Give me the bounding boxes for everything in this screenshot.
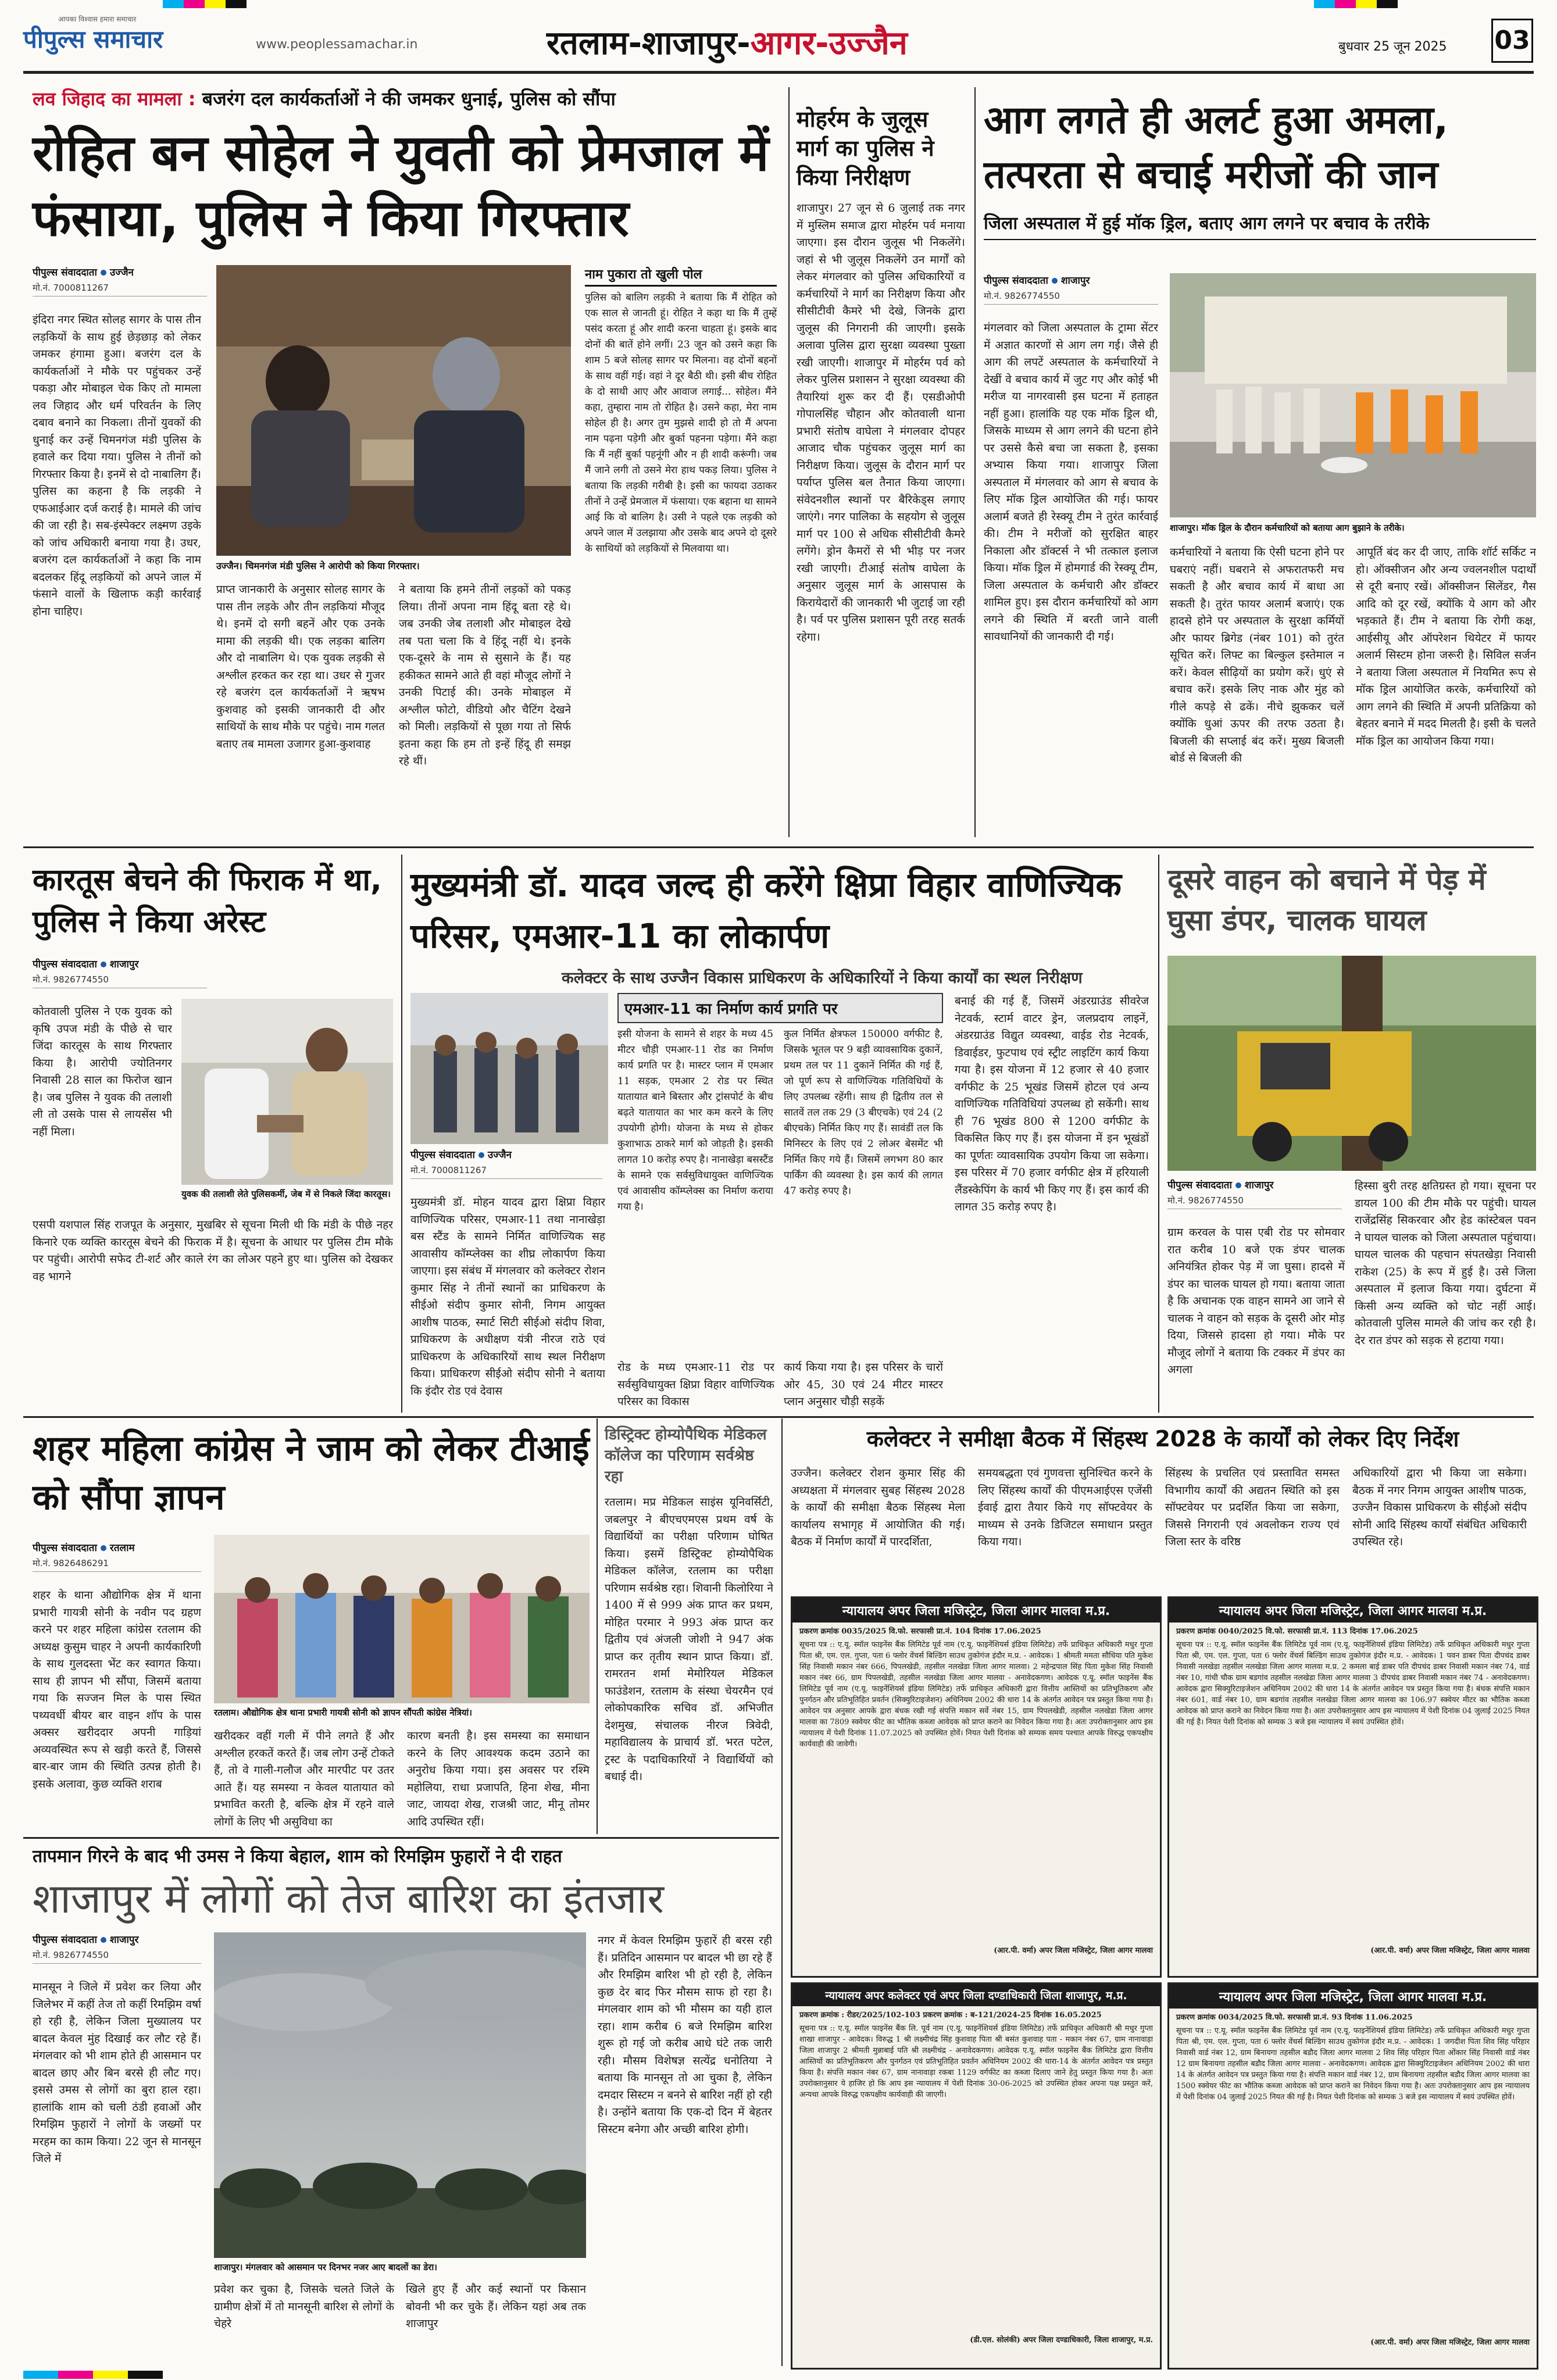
story-fire-drill	[984, 93, 1536, 837]
column-divider	[401, 855, 402, 1413]
news-photo-mock-drill	[1170, 273, 1536, 517]
bottom-registration-strip	[0, 2371, 1557, 2380]
byline-city: शाजापुर	[109, 959, 139, 970]
headline: मोहर्रम के जुलूस मार्ग का पुलिस ने किया निरीक्षण	[797, 106, 934, 190]
legal-notice	[791, 1982, 1162, 2370]
article-column: नगर में केवल रिमझिम फुहारें ही बरस रही हैं। प्रतिदिन आसमान पर बादल भी छा रहे हैं और रिमझिम बारिश भी हो रही है, लेकिन कुछ देर बाद फिर मौसम साफ हो रहा है। मंगलवार शाम को भी मौसम का यही हाल रहा। शाम करीब 6 बजे रिमझिम बारिश शुरू हो गई जो करीब आधे घंटे तक जारी रही। मौसम विशेषज्ञ सत्येंद्र धनोतिया ने बताया कि मानसून तो आ चुका है, लेकिन दमदार सिस्टम न बनने से बारिश नहीं हो रही है। उन्होंने बताया कि एक-दो दिन में बेहतर सिस्टम बनेगा और अच्छी बारिश होगी।	[598, 1934, 772, 2136]
headline: शहर महिला कांग्रेस ने जाम को लेकर टीआई को सौंपा ज्ञापन	[33, 1428, 590, 1518]
article-column: खरीदकर वहीं गली में पीने लगते हैं और अश्लील हरकतें करते हैं। जब लोग उन्हें टोकते हैं, तो वे गाली-गलौज और मारपीट पर उतर आते हैं। यह समस्या न केवल यातायात को प्रभावित करती है, बल्कि क्षेत्र में रहने वाले लोगों के लिए भी असुविधा का	[214, 1729, 394, 1828]
masthead-website[interactable]: www.peoplessamachar.in	[256, 37, 418, 52]
byline-name: पीपुल्स संवाददाता	[33, 959, 97, 970]
info-box-text-2: कुल निर्मित क्षेत्रफल 150000 वर्गफीट है, जिसके भूतल पर 9 बड़ी व्यावसायिक दुकानें, प्रथम तल पर 11 दुकानें निर्मित की गई हैं, जो पूर्ण रूप से वाणिज्यिक गतिविधियों के लिए उपलब्ध रहेंगी। साथ ही द्वितीय तल से सातवें तल तक 29 (3 बीएचके) एवं 24 (2 बीएचके) निर्मित किए गए हैं। सावंडीं तल कि मिनिस्टर के लिए एवं 2 लोअर बेसमेंट भी निर्मित किए गये हैं। जिसमें लगभग 80 कार पार्किंग की व्यवस्था है। इस कार्य की लागत 47 करोड़ रुपए है।	[784, 1028, 943, 1197]
sidebar-text: पुलिस को बालिग लड़की ने बताया कि मैं रोहित को एक साल से जानती हूं। रोहित ने कहा था कि मैं तुम्हें पसंद करता हूं और शादी करना चाहता हूं। इसके बाद दोनों की बातें होने लगीं। 23 जून को उसने कहा कि शाम 5 बजे सोलह सागर पर मिलना। वह दोनों बहनों के साथ वहीं गई। वहां ने दूर बैठी थी। इसी बीच रोहित के दो साथी आए और आवाज लगाई... सोहेल। मैंने कहा, तुम्हारा नाम तो रोहित है। उसने कहा, मेरा नाम सोहेल ही है। अगर तुम मुझसे शादी हो तो मैं अपना नाम पढ़ना पड़ेगी और बुर्का पहनना पड़ेगा। मैंने कहा कि मैं नहीं बुर्का पहनूंगी और न ही शादी करूंगी। जब मैं जाने लगी तो उसने मेरा हाथ पकड़ लिया। पुलिस ने बताया कि लड़की गरीबी है। इसी का फायदा उठाकर तीनों ने उन्हें प्रेमजाल में फंसाया। एक बहाना था सामने आई कि वो बालिग है। उसी ने पहले एक लड़की को अपने जाल में उलझाया और उसके बाद अपने दो दूसरे के साथियों को लड़कियों से मिलवाया था।	[585, 292, 777, 555]
photo-accused-illustration	[216, 265, 571, 556]
byline-dot-icon	[478, 1152, 484, 1158]
registration-mark-black	[1377, 0, 1398, 8]
article-text: रतलाम। मप्र मेडिकल साइंस यूनिवर्सिटी, जबलपुर ने बीएचएमएस प्रथम वर्ष के विद्यार्थियों का परीक्षा परिणाम घोषित किया। इसमें डिस्ट्रिक्ट होम्योपैथिक मेडिकल कॉलेज, रतलाम का परीक्षा परिणाम सर्वश्रेष्ठ रहा। शिवानी किलोरिया ने 1400 में से 999 अंक प्राप्त कर प्रथम, मोहित परमार ने 993 अंक प्राप्त कर द्वितीय एवं अंजली जोशी ने 947 अंक प्राप्त कर तृतीय स्थान प्राप्त किया। डॉ. रामरतन शर्मा मेमोरियल मेडिकल फाउंडेशन, रतलाम के संस्था चेयरमैन एवं लोकोपकारिक सचिव डॉ. अभिजीत देशमुख, संचालक नीरज त्रिवेदी, महाविद्यालय के प्राचार्य डॉ. भरत पटेल, ट्रस्ट के पदाधिकारियों ने विद्यार्थियों को बधाई दी।	[605, 1496, 773, 1783]
photo-memorandum-illustration	[214, 1535, 590, 1703]
info-box	[617, 993, 943, 1353]
photo-inspection-illustration	[410, 993, 608, 1144]
article-column: शहर के थाना औद्योगिक क्षेत्र में थाना प्रभारी गायत्री सोनी के नवीन पद ग्रहण करने पर शहर महिला कांग्रेस रतलाम की अध्यक्ष कुसुम चाहर ने अपनी कार्यकारिणी के साथ गुलदस्ता भेंट कर स्वागत किया। साथ ही ज्ञापन भी सौंपा, जिसमें बताया गया कि सज्जन मिल के पास स्थित पथ्यवर्धी बीयर बार वाइन शॉप के पास अक्सर खरीददार अपनी गाड़ियां अव्यवस्थित रूप से खड़ी करते हैं, जिससे बार-बार जाम की स्थिति उत्पन्न होती है। इसके अलावा, कुछ व्यक्ति शराब	[33, 1589, 201, 1791]
byline	[33, 1541, 201, 1554]
photo-search-illustration	[181, 999, 393, 1185]
byline	[410, 1148, 602, 1161]
article-text: शाजापुर। 27 जून से 6 जुलाई तक नगर में मुस्लिम समाज द्वारा मोहर्रम पर्व मनाया जाएगा। इस दौरान जुलूस भी निकलेंगे। जहां से भी जुलूस निकलेंगे उन मार्गों को लेकर मंगलवार को पुलिस अधिकारियों व कर्मचारियों ने मार्ग का निरीक्षण किया और सीसीटीवी कैमरे भी देखे, जिनके द्वारा जुलूस की निगरानी की जाएगी। इसके अलावा पुलिस द्वारा सुरक्षा व्यवस्था पुख्ता रखी जाएगी। शाजापुर में मोहर्रम पर्व को लेकर पुलिस प्रशासन ने सुरक्षा व्यवस्था की तैयारियां शुरू कर दी हैं। एसडीओपी गोपालसिंह चौहान और कोतवाली थाना प्रभारी संतोष वाघेला ने मंगलवार दोपहर आजाद चौक पहुंचकर जुलूस मार्ग का निरीक्षण किया। जुलूस के दौरान मार्ग पर पर्याप्त पुलिस बल तैनात किया जाएगा। संवेदनशील स्थानों पर बैरिकेड्स लगाए जाएंगे। नगर पालिका के सहयोग से जुलूस मार्ग पर 100 से अधिक सीसीटीवी कैमरे लगेंगे। ड्रोन कैमरों से भी भीड़ पर नजर रखी जाएगी। टीआई संतोष वाघेला के अनुसार जुलूस मार्ग के आसपास के किरायेदारों की जानकारी भी जुटाई जा रही है। पर्व पर पुलिस प्रशासन पूरी तरह सतर्क रहेगा।	[797, 202, 965, 644]
notice-sign: (आर.पी. वर्मा) अपर जिला मजिस्ट्रेट, जिला आगर मालवा	[994, 1946, 1153, 1955]
article-column: रोड के मध्य एमआर-11 रोड पर सर्वसुविधायुक्त क्षिप्रा विहार वाणिज्यिक परिसर का विकास	[617, 1361, 774, 1408]
article-column: कारण बनती है। इस समस्या का समाधान करने के लिए आवश्यक कदम उठाने का अनुरोध किया गया। इस अवसर पर रश्मि महोलिया, राधा प्रजापति, हिना शेख, मीना जाट, जायदा शेख, राजश्री जाट, मीनू तोमर आदि उपस्थित रहीं।	[407, 1729, 590, 1828]
photo-mock-drill-illustration	[1170, 273, 1536, 517]
headline: कलेक्टर ने समीक्षा बैठक में सिंहस्थ 2028 के कार्यों को लेकर दिए निर्देश	[866, 1426, 1459, 1452]
byline	[33, 957, 207, 970]
story-moharram	[797, 105, 965, 837]
story-kicker-rest: बजरंग दल कार्यकर्ताओं ने की जमकर धुनाई, पुलिस को सौंपा	[195, 88, 616, 110]
article-column: बनाई की गई हैं, जिसमें अंडरग्राउंड सीवरेज नेटवर्क, स्टार्म वाटर ड्रेन, जलप्रदाय लाइनें, अंडरग्राउंड विद्युत व्यवस्था, वाईड रोड नेटवर्क, डिवाईडर, फुटपाथ एवं स्ट्रीट लाइटिंग कार्य किया गया है। इस योजना में 12 हजार से 40 हजार वर्गफीट के 25 भूखंड जिसमें होटल एवं अन्य वाणिज्यिक गतिविधियां उपलब्ध हो सकेंगी। साथ ही 76 भूखंड 800 से 1200 वर्गफीट के विकसित किए गए हैं। इस योजना में इन भूखंडों का पूर्णतः व्यावसायिक उपयोग किया जा सकेगा। इस परिसर में 70 हजार वर्गफीट क्षेत्र में हरियाली लैंडस्केपिंग के कार्य भी किए गए हैं। इस कार्य की लागत 35 करोड़ रुपए है।	[955, 995, 1149, 1213]
subhead: कलेक्टर के साथ उज्जैन विकास प्राधिकरण के अधिकारियों ने किया कार्यों का स्थल निरीक्षण	[562, 969, 1083, 987]
story-kicker: तापमान गिरने के बाद भी उमस ने किया बेहाल, शाम को रिमझिम फुहारों ने दी राहत	[33, 1846, 562, 1867]
notice-sign: (डी.एल. सोलंकी) अपर जिला दण्डाधिकारी, जिला शाजापुर, म.प्र.	[970, 2336, 1153, 2345]
byline-city: उज्जैन	[109, 267, 134, 278]
sidebar-title: नाम पुकारा तो खुली पोल	[585, 265, 777, 287]
byline-name: पीपुल्स संवाददाता	[410, 1149, 475, 1161]
registration-mark-cyan	[23, 2371, 58, 2379]
registration-mark-magenta	[184, 0, 205, 8]
notice-sign: (आर.पी. वर्मा) अपर जिला मजिस्ट्रेट, जिला आगर मालवा	[1370, 2338, 1530, 2347]
byline-dot-icon	[101, 270, 106, 276]
mobile-number: मो.नं. 7000811267	[33, 282, 207, 296]
masthead	[23, 14, 1535, 78]
news-photo-accused	[216, 265, 571, 556]
masthead-cities-red: आगर-उज्जैन	[750, 24, 908, 62]
legal-notice	[1167, 1982, 1538, 2370]
story-dumper-accident	[1167, 859, 1536, 1411]
byline-city: शाजापुर	[109, 1934, 139, 1946]
section-rule	[23, 846, 1534, 848]
article-column: प्रवेश कर चुका है, जिसके चलते जिले के ग्रामीण क्षेत्रों में तो मानसूनी बारिश से लोगों के चेहरे	[214, 2283, 394, 2330]
photo-caption: उज्जैन। चिमनगंज मंडी पुलिस ने आरोपी को किया गिरफ्तार।	[216, 560, 420, 571]
story-rain-wait	[33, 1845, 774, 2368]
byline-city: शाजापुर	[1060, 275, 1090, 287]
article-column: ने बताया कि हमने तीनों लड़कों को पकड़ लिया। तीनों अपना नाम हिंदू बता रहे थे। जब उनकी जेब तलाशी और मोबाइल देखे तब पता चला कि वे हिंदू नहीं थे। इनके एक-दूसरे के नाम से सुसाने के हैं। यह हकीकत सामने आते ही वहां मौजूद लोगों ने उनकी पिटाई की। उनके मोबाइल में अश्लील फोटो, वीडियो और चैटिंग देखने को मिली। लड़कियों से पूछा गया तो सिर्फ इतना कहा कि हम तो इन्हें हिंदू ही समझ रहे थीं।	[399, 583, 571, 767]
story-women-congress	[33, 1424, 591, 1831]
registration-mark-black	[128, 2371, 163, 2379]
masthead-rule	[23, 71, 1534, 74]
notice-case: प्रकरण क्रमांक : रीडर/2025/102-103 प्रकरण क्रमांक : ब-121/2024-25 दिनांक 16.05.2025	[799, 2011, 1102, 2020]
story-cartridge	[33, 859, 393, 1411]
story-kicker-red: लव जिहाद का मामला :	[33, 88, 196, 110]
masthead-cities	[547, 20, 908, 64]
byline-name: पीपुल्स संवाददाता	[1167, 1180, 1232, 1191]
headline: कारतूस बेचने की फिराक में था, पुलिस ने किया अरेस्ट	[33, 863, 382, 939]
legal-notice	[1167, 1596, 1538, 1978]
mobile-number: मो.नं. 9826774550	[1167, 1195, 1342, 1209]
byline-dot-icon	[101, 1545, 106, 1551]
masthead-cities-black: रतलाम-शाजापुर-	[547, 24, 751, 62]
byline-city: शाजापुर	[1244, 1180, 1274, 1191]
page-number: 03	[1491, 19, 1533, 63]
notice-header: न्यायालय अपर कलेक्टर एवं अपर जिला दण्डाधिकारी जिला शाजापुर, म.प्र.	[792, 1984, 1160, 2006]
article-column: सिंहस्थ के प्रचलित एवं प्रस्तावित समस्त विभागीय कार्यों की अद्यतन स्थिति को इस सॉफ्टवेयर पर प्रदर्शित किया जा सकेगा, जिससे निगरानी एवं अवलोकन राज्य एवं जिला स्तर के वरिष्ठ	[1165, 1467, 1340, 1548]
column-divider	[781, 1418, 783, 2366]
notice-text: सूचना पत्र :: ए.यू. स्मॉल फाइनेंस बैंक लिमिटेड पूर्व नाम (ए.यू. फाइनेंशियर्स इंडिया लिमिटेड) तर्फे प्राधिकृत अधिकारी मधुर गुप्ता पिता श्री, एम. एल. गुप्ता, पता 6 फ्लोर वेंचर्स बिल्डिंग साउथ तुकोगंज इंदौर म.प्र. - आवेदक। 1 श्रीमती ममता सौधिया पति मुकेश सिंह निवासी मकान नंबर 666, पिपलखेडी, तहसील नलखेडा जिला आगर मालवा। 2 महेन्द्रपाल सिंह पिता मुकेश सिंह निवासी मकान नंबर 66, ग्राम पिपलखेडी, तहसील नलखेडा जिला आगर मालवा - अनावेदकगण। आवेदक ए.यू. स्मॉल फाइनेंस बैंक लिमिटेड पूर्व नाम (ए.यू. फाइनेंशियर्स इंडिया लिमिटेड) तर्फे प्राधिकृत अधिकारी द्वारा वित्तीय आस्तियों का प्रतिभूतिकरण और पुनर्गठन और प्रतिभूतिहित प्रवर्तन (सिक्युरिटाइजेशन) अधिनियम 2002 की धारा 14 के अंतर्गत आवेदन पत्र प्रस्तुत किया गया है। आवेदन पत्र अनुसार आपके द्वारा बंधक रखी गई संपत्ति मकान सर्वे नंबर 15, ग्राम पिपलखेडी, तहसील नलखेडा जिला आगर मालवा का 7809 स्क्वेयर फीट का भौतिक कब्जा आवेदक को प्राप्त कराने का निवेदन किया गया है। अतः उपरोक्तानुसार आप इस न्यायालय में पेशी दिनांक 11.07.2025 को उपस्थित होवें। नियत पेशी दिनांक को सम्यक समय पश्चात आपके विरुद्ध एकपक्षीय कार्यवाही की जावेगी।	[799, 1641, 1153, 1749]
article-column: ग्राम करवल के पास एबी रोड पर सोमवार रात करीब 10 बजे एक डंपर चालक अनियंत्रित होकर पेड़ में जा घुसा। हादसे में डंपर का चालक घायल हो गया। बताया जाता है कि अचानक एक वाहन सामने आ जाने से चालक ने वाहन को सड़क के दूसरी ओर मोड़ दिया, जिससे हादसा हो गया। मौके पर मौजूद लोगों ने बताया कि टक्कर में डंपर का अगला	[1167, 1226, 1345, 1376]
article-column: खिले हुए हैं और कई स्थानों पर किसान बोवनी भी कर चुके हैं। लेकिन यहां अब तक शाजापुर	[406, 2283, 586, 2330]
story-cm-inauguration	[410, 859, 1149, 1411]
registration-mark-yellow	[93, 2371, 128, 2379]
byline-name: पीपुल्स संवाददाता	[33, 1542, 97, 1554]
article-column: मंगलवार को जिला अस्पताल के ट्रामा सेंटर में अज्ञात कारणों से आग लग गई। जैसे ही आग की लपटें अस्पताल के कर्मचारियों ने देखीं वे बचाव कार्य में जुट गए और कोई भी मरीज या नागरवासी इस घटना में हताहत नहीं हुआ। हालांकि यह एक मॉक ड्रिल थी, जिसके माध्यम से आग लगने की घटना होने पर उससे कैसे बचा जा सकता है, इसका अभ्यास किया गया। शाजापुर जिला अस्पताल में मंगलवार को आग से बचाव के लिए मॉक ड्रिल आयोजित की गई। फायर अलार्म बजते ही रेस्क्यू टीम ने तुरंत कार्रवाई की। टीम ने मरीजों को सुरक्षित बाहर निकाला और डॉक्टर्स ने भी तत्काल इलाज किया। मॉक ड्रिल में होमगार्ड की रेस्क्यू टीम, जिला अस्पताल के कर्मचारी और डॉक्टर शामिल हुए। इस दौरान कर्मचारियों को आग लगने की स्थिति में बरती जाने वाली सावधानियों की जानकारी दी गई।	[984, 321, 1158, 643]
byline-dot-icon	[1235, 1182, 1241, 1188]
registration-mark-black	[226, 0, 247, 8]
news-photo-dumper	[1167, 956, 1536, 1171]
photo-caption: शाजापुर। मॉक ड्रिल के दौरान कर्मचारियों को बताया आग बुझाने के तरीके।	[1170, 523, 1405, 533]
story-homeopathic-college	[605, 1424, 773, 1831]
registration-mark-yellow	[1356, 0, 1377, 8]
registration-mark-magenta	[58, 2371, 93, 2379]
headline: दूसरे वाहन को बचाने में पेड़ में घुसा डंपर, चालक घायल	[1167, 863, 1486, 937]
mobile-number: मो.नं. 7000811267	[410, 1164, 602, 1179]
byline-dot-icon	[1052, 278, 1058, 284]
byline	[33, 1932, 201, 1946]
article-column: कोतवाली पुलिस ने एक युवक को कृषि उपज मंडी के पीछे से चार जिंदा कारतूस के साथ गिरफ्तार किया है। आरोपी ज्योतिनगर निवासी 28 साल का फिरोज खान है। जब पुलिस ने युवक की तलाशी ली तो उसके पास से लायसेंस भी नहीं मिला।	[33, 1005, 172, 1138]
article-column: हिस्सा बुरी तरह क्षतिग्रस्त हो गया। सूचना पर डायल 100 की टीम मौके पर पहुंची। घायल राजेंद्रसिंह सिकरवार और हेड कांस्टेबल पवन ने घायल चालक को जिला अस्पताल पहुंचाया। घायल चालक की पहचान संपतखेड़ा निवासी राकेश (25) के रूप में हुई है। उसे जिला अस्पताल में इलाज किया गया। दुर्घटना में किसी अन्य व्यक्ति को चोट नहीं आई। कोतवाली पुलिस मामले की जांच कर रही है। देर रात डंपर को सड़क से हटाया गया।	[1355, 1180, 1536, 1347]
photo-clouds-illustration	[214, 1932, 586, 2258]
headline: शाजापुर में लोगों को तेज बारिश का इंतजार	[33, 1875, 664, 1922]
headline: रोहित बन सोहेल ने युवती को प्रेमजाल में फंसाया, पुलिस ने किया गिरफ्तार	[33, 124, 769, 248]
legal-notice	[791, 1596, 1162, 1978]
registration-mark-magenta	[1335, 0, 1356, 8]
article-column: कार्य किया गया है। इस परिसर के चारों ओर 45, 30 एवं 24 मीटर मास्टर प्लान अनुसार चौड़ी सड़कें	[784, 1361, 943, 1408]
article-column: मानसून ने जिले में प्रवेश कर लिया और जिलेभर में कहीं तेज तो कहीं रिमझिम वर्षा हो रही है, लेकिन जिला मुख्यालय पर बादल केवल मुंह दिखाई कर लौट रहे हैं। मंगलवार को भी शाम होते ही आसमान पर बादल छाए और बिन बरसे ही लौट गए। इससे उमस से लोगों का बुरा हाल रहा। हालांकि शाम को चली ठंडी हवाओं और रिमझिम फुहारों ने लोगों के जख्मों पर मरहम का काम किया। 22 जून से मानसून जिले में	[33, 1981, 201, 2165]
column-divider	[974, 87, 976, 837]
article-column: कर्मचारियों ने बताया कि ऐसी घटना होने पर घबराएं नहीं। घबराने से अफरातफरी मच सकती है और बचाव कार्य में बाधा आ सकती है। तुरंत फायर अलार्म बजाएं। एक हादसे होने पर अस्पताल के सुरक्षा कर्मियों और फायर ब्रिगेड (नंबर 101) को तुरंत सूचित करें। लिफ्ट का बिल्कुल इस्तेमाल न करें। केवल सीढ़ियों का प्रयोग करें। धुएं से बचाव करें। इसके लिए नाक और मुंह को गीले कपड़े से ढकें। नीचे झुककर चलें क्योंकि धुआं ऊपर की तरफ उठता है। बिजली की सप्लाई बंद करें। मुख्य बिजली बोर्ड से बिजली की	[1170, 546, 1344, 764]
news-photo-clouds	[214, 1932, 586, 2258]
headline: आग लगते ही अलर्ट हुआ अमला, तत्परता से बचाई मरीजों की जान	[984, 98, 1448, 197]
news-photo-inspection	[410, 993, 608, 1144]
byline-dot-icon	[101, 1937, 106, 1943]
byline-dot-icon	[101, 962, 106, 967]
registration-mark-yellow	[205, 0, 226, 8]
byline-name: पीपुल्स संवाददाता	[33, 1934, 97, 1946]
story-kicker	[33, 87, 777, 110]
mobile-number: मो.नं. 9826774550	[33, 1949, 201, 1964]
article-column: समयबद्धता एवं गुणवत्ता सुनिश्चित करने के लिए सिंहस्थ कार्यों की पीएमआईएस एजेंसी ईवाई द्वारा तैयार किये गए सॉफ्टवेयर के माध्यम से उनके डिजिटल समाधान प्रस्तुत किया गया।	[978, 1467, 1152, 1548]
byline	[984, 273, 1158, 287]
masthead-logo-tag: आपका विश्वास हमारा समाचार	[58, 15, 137, 23]
info-box-text: इसी योजना के सामने से शहर के मध्य 45 मीटर चौड़ी एमआर-11 रोड का निर्माण कार्य प्रगति पर है। मास्टर प्लान में एमआर 11 सड़क, एमआर 2 रोड पर स्थित यातायात बाने बिस्तार और ट्रांसपोर्ट के बीच बढ़ते यातायात का भार कम करने के लिए उपयोगी होगी। योजना के मध्य से होकर कुशाभाऊ ठाकरे मार्ग को जोड़ती है। इसकी लागत 10 करोड़ रुपए है। नानाखेड़ा बसस्टैंड के सामने एक सर्वसुविधायुक्त वाणिज्यिक एवं आवासीय कॉम्प्लेक्स का निर्माण कराया गया है।	[617, 1028, 773, 1213]
notice-header: न्यायालय अपर जिला मजिस्ट्रेट, जिला आगर मालवा म.प्र.	[1169, 1598, 1537, 1623]
byline-city: उज्जैन	[487, 1149, 512, 1161]
byline	[33, 265, 207, 278]
registration-mark-cyan	[1314, 0, 1335, 8]
sidebar-box	[585, 265, 777, 832]
headline: मुख्यमंत्री डॉ. यादव जल्द ही करेंगे क्षिप्रा विहार वाणिज्यिक परिसर, एमआर-11 का लोकार्पण	[410, 865, 1122, 956]
notice-case: प्रकरण क्रमांक 0034/2025 वि.फो. सरफासी प्रा.नं. 93 दिनांक 11.06.2025	[1176, 2013, 1413, 2022]
article-column: आपूर्ति बंद कर दी जाए, ताकि शॉर्ट सर्किट न हो। ऑक्सीजन और अन्य ज्वलनशील पदार्थों से दूरी बनाए रखें। ऑक्सीजन सिलेंडर, गैस आदि को दूर रखें, क्योंकि ये आग को और भड़काते हैं। टीम ने बताया कि रोगी कक्ष, आईसीयू और ऑपरेशन थियेटर में फायर अलार्म सिस्टम होना जरूरी है। सिविल सर्जन ने बताया जिला अस्पताल में नियमित रूप से मॉक ड्रिल आयोजित करके, कर्मचारियों को आग लगने की स्थिति में अपनी प्रतिक्रिया को बेहतर बनाने में मदद मिलती है। इसी के चलते मॉक ड्रिल का आयोजन किया गया।	[1356, 546, 1536, 748]
notice-sign: (आर.पी. वर्मा) अपर जिला मजिस्ट्रेट, जिला आगर मालवा	[1370, 1946, 1530, 1955]
story-love-jihad	[33, 87, 777, 837]
news-photo-search	[181, 999, 393, 1185]
byline	[1167, 1178, 1342, 1191]
story-simhastha-review	[791, 1424, 1535, 1593]
photo-caption: युवक की तलाशी लेते पुलिसकर्मी, जेब में से निकले जिंदा कारतूस।	[181, 1189, 391, 1199]
photo-caption: शाजापुर। मंगलवार को आसमान पर दिनभर नजर आए बादलों का डेरा।	[214, 2262, 437, 2272]
article-column: उज्जैन। कलेक्टर रोशन कुमार सिंह की अध्यक्षता में मंगलवार सुबह सिंहस्थ 2028 के कार्यों की समीक्षा बैठक सिंहस्थ मेला कार्यालय सभागृह में आयोजित की गई। बैठक में निर्माण कार्यों में पारदर्शिता,	[791, 1467, 965, 1548]
column-divider	[788, 87, 790, 837]
info-box-title: एमआर-11 का निर्माण कार्य प्रगति पर	[617, 993, 943, 1023]
section-rule	[23, 1837, 779, 1839]
mobile-number: मो.नं. 9826486291	[33, 1557, 201, 1572]
photo-dumper-illustration	[1167, 956, 1536, 1171]
masthead-date: बुधवार 25 जून 2025	[1338, 40, 1447, 54]
news-photo-memorandum	[214, 1535, 590, 1703]
article-column: एसपी यशपाल सिंह राजपूत के अनुसार, मुखबिर से सूचना मिली थी कि मंडी के पीछे नहर किनारे एक व्यक्ति कारतूस बेचने की फिराक में है। सूचना के आधार पर पुलिस टीम मौके पर पहुंची। आरोपी सफेद टी-शर्ट और काले रंग का लोअर पहने हुए था। पुलिस को देखकर वह भागने	[33, 1218, 393, 1283]
byline-city: रतलाम	[109, 1542, 135, 1554]
byline-name: पीपुल्स संवाददाता	[33, 267, 97, 278]
article-column: अधिकारियों द्वारा भी किया जा सकेगा। बैठक में नगर निगम आयुक्त आशीष पाठक, उज्जैन विकास प्राधिकरण के सीईओ संदीप सोनी आदि सिंहस्थ कार्यों संबंधित अधिकारी उपस्थित रहे।	[1352, 1467, 1527, 1548]
article-column: प्राप्त जानकारी के अनुसार सोलह सागर के पास तीन लड़के और तीन लड़कियां मौजूद थे। इनमें दो सगी बहनें और एक उनके मामा की लड़की थी। एक लड़का बालिग और दो नाबालिग थे। एक युवक लड़की से अश्लील हरकत कर रहा था। उधर से गुजर रहे बजरंग दल कार्यकर्ताओं ने ऋषभ कुशवाह को इसकी जानकारी दी और साथियों के साथ मौके पर पहुंचे। नाम गलत बताए तब मामला उजागर हुआ-कुशवाह	[216, 583, 385, 751]
notice-header: न्यायालय अपर जिला मजिस्ट्रेट, जिला आगर मालवा म.प्र.	[792, 1598, 1160, 1623]
notice-case: प्रकरण क्रमांक 0035/2025 वि.फो. सरफासी प्रा.नं. 104 दिनांक 17.06.2025	[799, 1627, 1041, 1636]
mobile-number: मो.नं. 9826774550	[984, 290, 1158, 305]
notice-header: न्यायालय अपर जिला मजिस्ट्रेट, जिला आगर मालवा म.प्र.	[1169, 1984, 1537, 2009]
section-rule	[23, 1416, 1534, 1418]
column-divider	[1158, 855, 1159, 1413]
subhead: जिला अस्पताल में हुई मॉक ड्रिल, बताए आग लगने पर बचाव के तरीके	[984, 210, 1536, 240]
byline-name: पीपुल्स संवाददाता	[984, 275, 1048, 287]
notice-case: प्रकरण क्रमांक 0040/2025 वि.फो. सरफासी प्रा.नं. 113 दिनांक 17.06.2025	[1176, 1627, 1418, 1636]
notice-text: सूचना पत्र :: ए.यू. स्मॉल फाइनेंस बैंक लि. पूर्व नाम (ए.यू. फाइनेंशियर्स इंडिया लिमिटेड) तर्फे प्राधिकृत अधिकारी श्री मधुर गुप्ता शाखा शाजापुर - आवेदक। विरुद्ध 1 श्री लक्ष्मीचंद्र सिंह कुशवाह पिता श्री बसंत कुशवाह पता - मकान नंबर 67, ग्राम नानावाड़ा जिला शाजापुर 2 श्रीमती मुन्नाबाई पति श्री लक्ष्मीचंद्र - अनावेदकगण। आवेदक ए.यू. स्मॉल फाइनेंस बैंक लिमिटेड द्वारा वित्तीय आस्तियों का प्रतिभूतिकरण और पुनर्गठन एवं प्रतिभूतिहित प्रवर्तन अधिनियम 2002 की धारा-14 के अंतर्गत आवेदन पत्र प्रस्तुत किया है। संपत्ति मकान नंबर 67, ग्राम नानावाड़ा रकबा 1129 वर्गफीट का कब्जा दिलाए जाने हेतु प्रस्तुत किया गया है। अतः उपरोक्तानुसार ये हाजिर हो कि आप इस न्यायालय में पेशी दिनांक 30-06-2025 को उपस्थित होकर अपना पक्ष प्रस्तुत करें, अन्यथा आपके विरुद्ध एकपक्षीय कार्यवाही की जाएगी।	[799, 2024, 1153, 2099]
notice-text: सूचना पत्र :: ए.यू. स्मॉल फाइनेंस बैंक लिमिटेड पूर्व नाम (ए.यू. फाइनेंशियर्स इंडिया लिमिटेड) तर्फे प्राधिकृत अधिकारी मधुर गुप्ता पिता श्री, एम. एल. गुप्ता, पता 6 फ्लोर वेंचर्स बिल्डिंग साउथ तुकोगंज इंदौर म.प्र. - आवेदक। 1 पवन डाबर पिता दीपचंद डाबर निवासी नलखेडा तहसील नलखेडा जिला आगर मालवा म.प्र. 2 कमला बाई डाबर पति दीपचंद डाबर निवासी मकान नंबर 74, वार्ड नंबर 10, गांधी चौक ग्राम बडगांव तहसील नलखेडा जिला आगर मालवा 3 दीपचंद डाबर निवासी मकान नंबर 74 - अनावेदकगण। आवेदक द्वारा सिक्युरिटाइजेशन अधिनियम 2002 की धारा 14 के अंतर्गत आवेदन पत्र प्रस्तुत किया गया है। बंधक संपत्ति मकान नंबर 601, वार्ड नंबर 10, ग्राम बडगांव तहसील नलखेडा जिला आगर मालवा का 106.97 स्क्वेयर मीटर का भौतिक कब्जा आवेदक को प्राप्त कराने का निवेदन किया गया है। अतः उपरोक्तानुसार आप इस न्यायालय में पेशी दिनांक 04 जुलाई 2025 नियत की गई है। नियत पेशी दिनांक को सम्यक 3 बजे इस न्यायालय में स्वयं उपस्थित होवें।	[1176, 1641, 1530, 1727]
notice-text: सूचना पत्र :: ए.यू. स्मॉल फाइनेंस बैंक लिमिटेड पूर्व नाम (ए.यू. फाइनेंशियर्स इंडिया लिमिटेड) तर्फे प्राधिकृत अधिकारी मधुर गुप्ता पिता श्री, एम. एल. गुप्ता, पता 6 फ्लोर वेंचर्स बिल्डिंग साउथ तुकोगंज इंदौर म.प्र. - आवेदक। 1 जगदीश पिता शिव सिंह परिहार निवासी वार्ड नंबर 12, ग्राम बिनायगा तहसील बडौद जिला आगर मालवा 2 शिव सिंह परिहार पिता ओंकार सिंह निवासी वार्ड नंबर 12 ग्राम बिनायगा तहसील बडौद जिला आगर मालवा - अनावेदकगण। आवेदक द्वारा सिक्युरिटाइजेशन अधिनियम 2002 की धारा 14 के अंतर्गत आवेदन पत्र प्रस्तुत किया गया है। संपत्ति मकान वार्ड नंबर 12, ग्राम बिनायगा तहसील बडौद जिला आगर मालवा का 1500 स्क्वेयर फीट का भौतिक कब्जा आवेदक को प्राप्त कराने का निवेदन किया गया है। अतः उपरोक्तानुसार आप इस न्यायालय में पेशी दिनांक 04 जुलाई 2025 नियत की गई है। नियत पेशी दिनांक को सम्यक 3 बजे इस न्यायालय में स्वयं उपस्थित होवें।	[1176, 2027, 1530, 2102]
article-column: इंदिरा नगर स्थित सोलह सागर के पास तीन लड़कियों के साथ हुई छेड़छाड़ को लेकर जमकर हंगामा हुआ। बजरंग दल के कार्यकर्ताओं ने मौके पर पहुंचकर उन्हें पकड़ा और मोबाइल चेक किए तो मामला लव जिहाद और धर्म परिवर्तन के लिए दबाव बनाने का निकला। तीनों युवकों की धुनाई कर उन्हें चिमनगंज मंडी पुलिस के हवाले कर दिया गया। पुलिस ने तीनों को गिरफ्तार किया है। इनमें से दो नाबालिग हैं। पुलिस का कहना है कि लड़की ने एफआईआर दर्ज कराई है। मामले की जांच की जा रही है। सब-इंस्पेक्टर लक्ष्मण उइके को जांच अधिकारी बनाया गया है। उधर, बजरंग दल कार्यकर्ताओं ने कहा कि नाम बदलकर हिंदू लड़कियों को अपने जाल में फंसाने वालों के खिलाफ कड़ी कार्रवाई होना चाहिए।	[33, 313, 201, 618]
masthead-logo: पीपुल्स समाचार	[23, 25, 163, 53]
registration-mark-cyan	[163, 0, 184, 8]
article-column: मुख्यमंत्री डॉ. मोहन यादव द्वारा क्षिप्रा विहार वाणिज्यिक परिसर, एमआर-11 तथा नानाखेड़ा बस स्टैंड के सामने निर्मित वाणिज्यिक सह आवासीय कॉम्प्लेक्स का शीघ्र लोकार्पण किया जाएगा। इस संबंध में मंगलवार को कलेक्टर रोशन कुमार सिंह ने तीनों स्थानों का प्राधिकरण के सीईओ संदीप कुमार सोनी, निगम आयुक्त आशीष पाठक, स्मार्ट सिटी सीईओ संदीप शिवा, प्राधिकरण के अधीक्षण यंत्री नीरज राठे एवं प्राधिकरण के अधिकारियों साथ स्थल निरीक्षण किया। प्राधिकरण सीईओ संदीप सोनी ने बताया कि इंदौर रोड एवं देवास	[410, 1196, 605, 1398]
headline: डिस्ट्रिक्ट होम्योपैथिक मेडिकल कॉलेज का परिणाम सर्वश्रेष्ठ रहा	[605, 1426, 767, 1485]
photo-caption: रतलाम। औद्योगिक क्षेत्र थाना प्रभारी गायत्री सोनी को ज्ञापन सौंपती कांग्रेस नेत्रियां।	[214, 1707, 472, 1718]
mobile-number: मो.नं. 9826774550	[33, 974, 207, 988]
column-divider	[597, 1418, 598, 1834]
